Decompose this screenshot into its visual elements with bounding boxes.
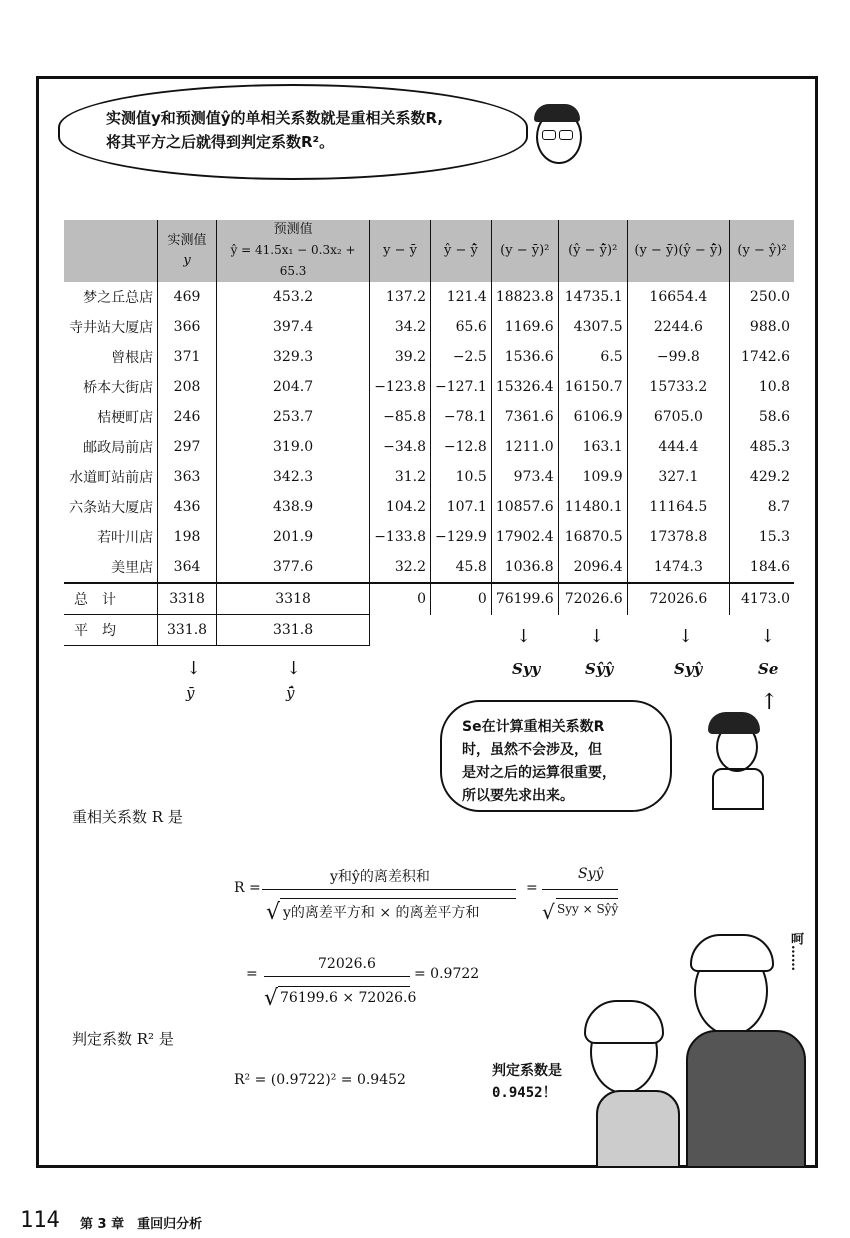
callout-line2: 0.9452！ [492,1085,557,1101]
cell-yhat: 377.6 [216,552,369,583]
cell-store: 美里店 [111,560,154,576]
arrow-syhyh: ↓ [589,626,605,647]
cell-store: 桥本大街店 [83,380,154,396]
r-numerator-3: 72026.6 [318,956,376,972]
bubble-mid-line1: Se在计算重相关系数R [462,719,605,735]
cell-d2: 10.5 [431,462,492,492]
cell-d2: 45.8 [431,552,492,583]
cell-s1: 973.4 [491,462,558,492]
cell-s2: 16150.7 [558,372,627,402]
total-d1: 0 [370,583,431,615]
speech-bubble-mid [440,700,672,812]
cell-d1: 137.2 [370,282,431,312]
symbol-syhyh: Sŷŷ [585,660,614,678]
r-intro: 重相关系数 R 是 [72,808,183,826]
table-row [64,282,794,312]
r-denominator-3: 76199.6 × 72026.6 [280,990,417,1006]
cell-store: 曾根店 [111,350,154,366]
table-row [64,432,794,462]
cell-d2: 107.1 [431,492,492,522]
speech-bubble-top [58,84,528,180]
cell-d2: 65.6 [431,312,492,342]
cell-y: 469 [158,282,217,312]
cell-p: 6705.0 [627,402,729,432]
page-number: 114 [20,1208,60,1233]
total-s2: 72026.6 [558,583,627,615]
cell-store: 寺井站大厦店 [69,320,154,336]
cell-d1: 39.2 [370,342,431,372]
cell-r: 1742.6 [730,342,794,372]
cell-store: 梦之丘总店 [83,290,154,306]
chapter-title: 第 3 章 重回归分析 [80,1217,203,1232]
cell-s2: 14735.1 [558,282,627,312]
cell-p: 2244.6 [627,312,729,342]
cell-s2: 16870.5 [558,522,627,552]
total-p: 72026.6 [627,583,729,615]
header-pred: 预测值 [273,222,313,237]
r-eq2: = [526,880,538,896]
cell-p: 15733.2 [627,372,729,402]
arrow-syy: ↓ [516,626,532,647]
cell-yhat: 438.9 [216,492,369,522]
r2-intro: 判定系数 R² 是 [72,1030,174,1048]
cell-p: −99.8 [627,342,729,372]
cell-d1: 34.2 [370,312,431,342]
cell-d2: −78.1 [431,402,492,432]
cell-r: 15.3 [730,522,794,552]
cell-r: 58.6 [730,402,794,432]
total-s1: 76199.6 [491,583,558,615]
header-yhat-sq: (ŷ − ŷ̄)² [558,220,627,282]
cell-y: 366 [158,312,217,342]
r-eq3: = [246,966,258,982]
cell-yhat: 453.2 [216,282,369,312]
callout-text [492,1060,562,1104]
cell-yhat: 319.0 [216,432,369,462]
cell-p: 444.4 [627,432,729,462]
cell-d1: 104.2 [370,492,431,522]
bubble-mid-line4: 所以要先求出来。 [462,788,574,804]
r-fraction-line [262,889,516,890]
arrow-yhatbar: ↓ [286,658,302,679]
table-row [64,492,794,522]
cell-y: 198 [158,522,217,552]
cell-r: 250.0 [730,282,794,312]
r2-equation: R² = (0.9722)² = 0.9452 [234,1072,406,1088]
arrow-se: ↓ [760,626,776,647]
cell-r: 429.2 [730,462,794,492]
cell-p: 327.1 [627,462,729,492]
header-y: y [183,253,191,268]
total-r: 4173.0 [730,583,794,615]
cell-p: 11164.5 [627,492,729,522]
cell-s1: 1211.0 [491,432,558,462]
cell-yhat: 329.3 [216,342,369,372]
cell-s2: 11480.1 [558,492,627,522]
symbol-se: Se [758,660,779,678]
r-fraction-line-3 [264,976,410,977]
cell-r: 988.0 [730,312,794,342]
cell-y: 371 [158,342,217,372]
cell-s1: 1536.6 [491,342,558,372]
cell-s2: 6106.9 [558,402,627,432]
cell-store: 桔梗町店 [97,410,154,426]
table-row [64,342,794,372]
header-actual: 实测值 [167,233,207,248]
avg-label: 平 均 [64,615,158,646]
total-row [64,583,794,615]
cell-yhat: 253.7 [216,402,369,432]
total-y: 3318 [158,583,217,615]
cell-store: 水道町站前店 [69,470,154,486]
header-y-sq: (y − ȳ)² [491,220,558,282]
cell-s1: 15326.4 [491,372,558,402]
cell-y: 208 [158,372,217,402]
regression-table [64,220,794,646]
bubble-mid-line3: 是对之后的运算很重要， [462,765,616,781]
symbol-ybar: ȳ [186,684,195,702]
bubble-top-line2: 将其平方之后就得到判定系数R²。 [106,133,335,151]
cell-yhat: 342.3 [216,462,369,492]
cell-s1: 17902.4 [491,522,558,552]
table-header-row [64,220,794,282]
arrow-ybar: ↓ [186,658,202,679]
cell-s1: 1036.8 [491,552,558,583]
header-product: (y − ȳ)(ŷ − ŷ̄) [627,220,729,282]
r-value: = 0.9722 [414,966,480,982]
cell-s1: 7361.6 [491,402,558,432]
cell-y: 297 [158,432,217,462]
header-yhat-dev: ŷ − ŷ̄ [431,220,492,282]
table-row [64,402,794,432]
header-residual-sq: (y − ŷ)² [730,220,794,282]
symbol-yhatbar: ŷ̄ [286,684,295,702]
r-denominator-2: Syy × Sŷŷ [557,902,619,916]
total-yhat: 3318 [216,583,369,615]
cell-s1: 18823.8 [491,282,558,312]
sqrt-sign-2: √ [542,900,555,924]
cell-s1: 1169.6 [491,312,558,342]
cell-y: 364 [158,552,217,583]
cell-d1: −133.8 [370,522,431,552]
bubble-top-line1: 实测值y和预测值ŷ的单相关系数就是重相关系数R, [106,109,444,127]
cell-p: 1474.3 [627,552,729,583]
sqrt-sign-3: √ [264,986,279,1011]
symbol-syyh: Syŷ [674,660,703,678]
total-label: 总 计 [64,583,158,615]
r-numerator-2: Syŷ [578,866,604,882]
cell-d1: 32.2 [370,552,431,583]
table-row [64,522,794,552]
cell-yhat: 204.7 [216,372,369,402]
r-numerator: y和ŷ的离差积和 [330,869,430,885]
avg-y: 331.8 [158,615,217,646]
cell-d1: −85.8 [370,402,431,432]
cell-d2: −129.9 [431,522,492,552]
avg-yhat: 331.8 [216,615,369,646]
cell-p: 16654.4 [627,282,729,312]
cell-s2: 4307.5 [558,312,627,342]
cell-d2: −2.5 [431,342,492,372]
callout-line1: 判定系数是 [492,1063,562,1079]
r-lhs: R = [234,880,261,896]
table-row [64,372,794,402]
cell-r: 8.7 [730,492,794,522]
cell-yhat: 201.9 [216,522,369,552]
cell-r: 10.8 [730,372,794,402]
cell-store: 若叶川店 [97,530,154,546]
cell-d2: 121.4 [431,282,492,312]
cell-p: 17378.8 [627,522,729,552]
r-denominator: y的离差平方和 × 的离差平方和 [283,905,480,921]
cell-y: 246 [158,402,217,432]
cell-r: 184.6 [730,552,794,583]
cell-store: 邮政局前店 [83,440,154,456]
r-fraction-line-2 [542,889,618,890]
total-d2: 0 [431,583,492,615]
table-row [64,312,794,342]
cell-r: 485.3 [730,432,794,462]
cell-s1: 10857.6 [491,492,558,522]
cell-s2: 2096.4 [558,552,627,583]
bubble-mid-line2: 时，虽然不会涉及，但 [462,742,602,758]
cell-d1: −34.8 [370,432,431,462]
cell-s2: 6.5 [558,342,627,372]
sound-dots: 呵…… [788,932,803,971]
cell-d2: −127.1 [431,372,492,402]
sqrt-bar-3 [278,986,410,987]
cell-store: 六条站大厦店 [69,500,154,516]
symbol-syy: Syy [512,660,541,678]
header-y-dev: y − ȳ [370,220,431,282]
sqrt-bar-1 [280,898,516,899]
table-row [64,462,794,492]
cell-s2: 163.1 [558,432,627,462]
cell-d1: 31.2 [370,462,431,492]
cell-d1: −123.8 [370,372,431,402]
table-row [64,552,794,583]
cell-yhat: 397.4 [216,312,369,342]
cell-y: 436 [158,492,217,522]
arrow-syyh: ↓ [678,626,694,647]
sqrt-sign-1: √ [266,900,281,925]
cell-s2: 109.9 [558,462,627,492]
arrow-up-se: ↑ [760,690,779,715]
cell-y: 363 [158,462,217,492]
cell-d2: −12.8 [431,432,492,462]
sqrt-bar-2 [556,898,618,899]
header-pred-formula: ŷ = 41.5x₁ − 0.3x₂ + 65.3 [230,243,356,278]
